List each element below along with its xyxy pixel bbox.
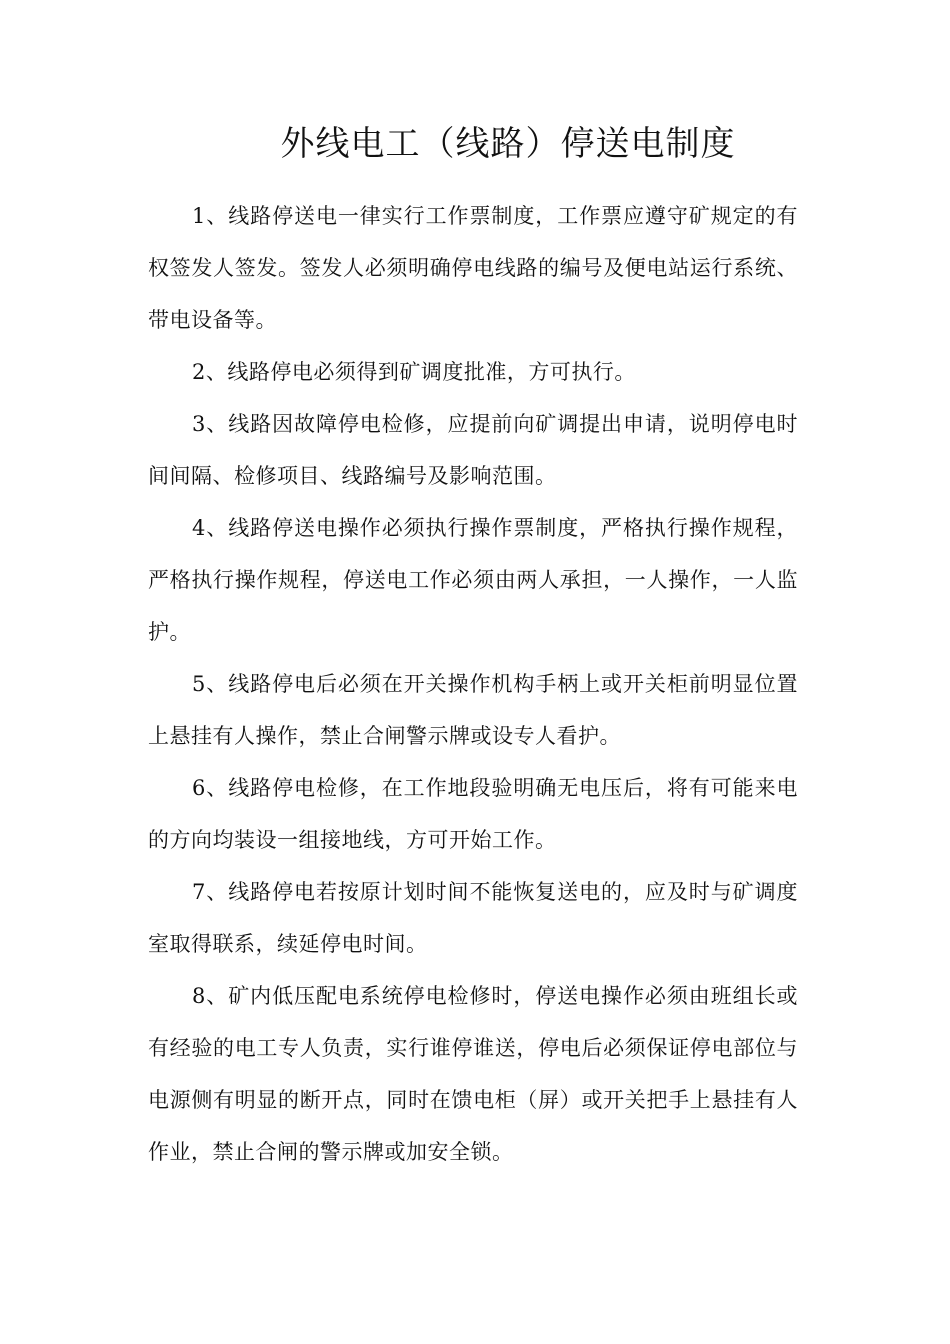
document-body [148, 190, 798, 1178]
paragraph-5: 5、线路停电后必须在开关操作机构手柄上或开关柜前明显位置上悬挂有人操作，禁止合闸警示牌或设专人看护。 [148, 672, 798, 748]
paragraph-1: 1、线路停送电一律实行工作票制度，工作票应遵守矿规定的有权签发人签发。签发人必须明确停电线路的编号及便电站运行系统、带电设备等。 [148, 204, 798, 332]
document-title: 外线电工（线路）停送电制度 [280, 124, 736, 164]
paragraph-4: 4、线路停送电操作必须执行操作票制度，严格执行操作规程，严格执行操作规程，停送电工作必须由两人承担，一人操作，一人监护。 [148, 516, 798, 644]
paragraph-8: 8、矿内低压配电系统停电检修时，停送电操作必须由班组长或有经验的电工专人负责，实行谁停谁送，停电后必须保证停电部位与电源侧有明显的断开点，同时在馈电柜（屏）或开关把手上悬挂有人作业，禁止合闸的警示牌或加安全锁。 [148, 984, 798, 1164]
paragraph-7: 7、线路停电若按原计划时间不能恢复送电的，应及时与矿调度室取得联系，续延停电时间。 [148, 880, 798, 956]
paragraph-3: 3、线路因故障停电检修，应提前向矿调提出申请，说明停电时间间隔、检修项目、线路编号及影响范围。 [148, 412, 798, 488]
paragraph-2: 2、线路停电必须得到矿调度批准，方可执行。 [192, 360, 636, 384]
paragraph-6: 6、线路停电检修，在工作地段验明确无电压后，将有可能来电的方向均装设一组接地线，方可开始工作。 [148, 776, 798, 852]
